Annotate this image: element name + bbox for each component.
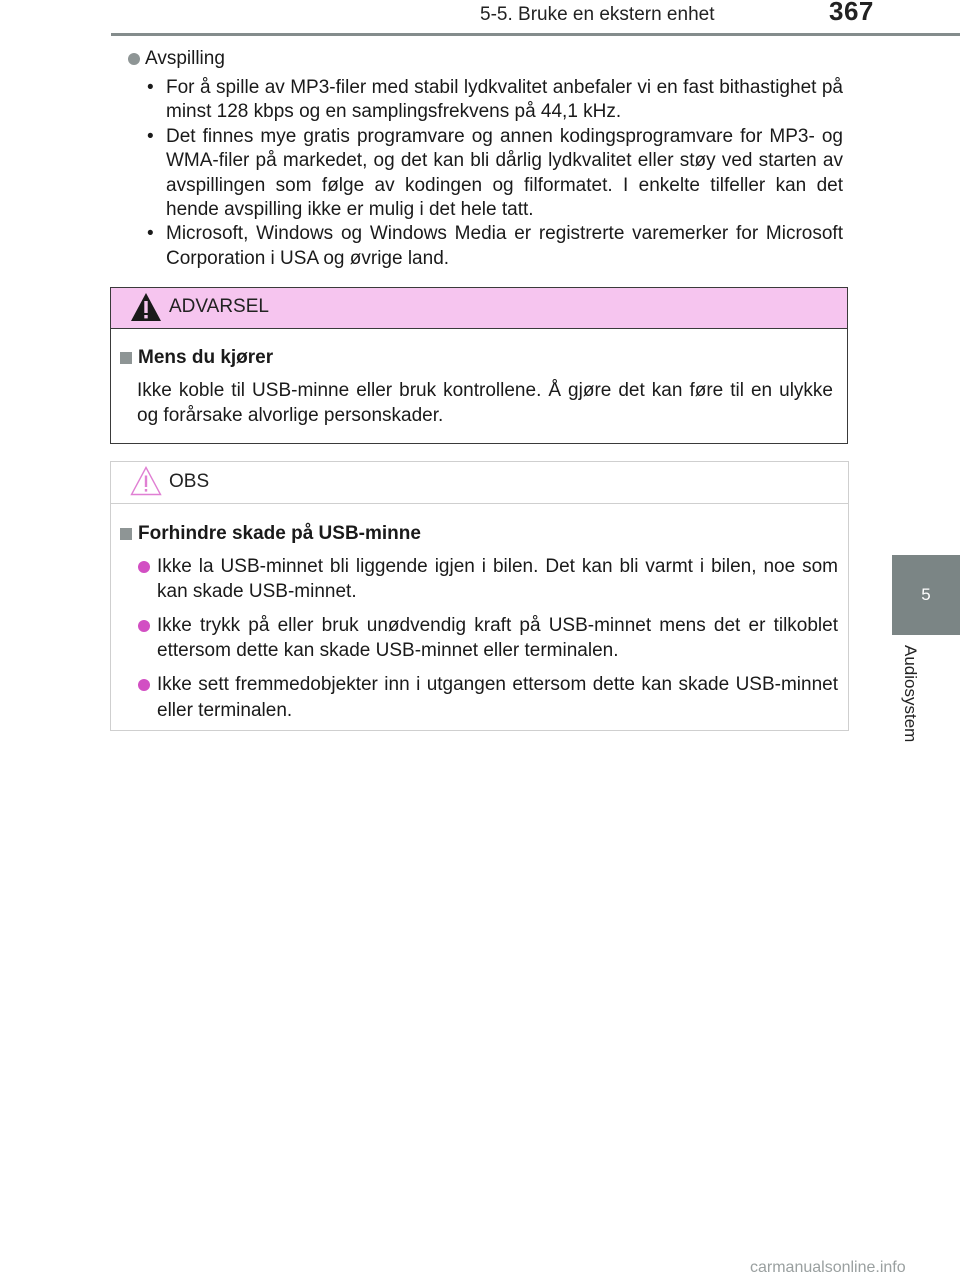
warning-header (111, 288, 847, 329)
bullet-dot-icon (138, 561, 150, 573)
bullet-dot-icon (138, 620, 150, 632)
square-bullet-icon (120, 352, 132, 364)
notice-subheading-row (120, 521, 838, 547)
list-item-text: Ikke sett fremmedobjekter inn i utgangen ettersom dette kan skade USB-minnet eller terminalen. (157, 673, 838, 721)
bullet-dot-icon (138, 679, 150, 691)
chapter-number: 5 (921, 585, 931, 604)
list-item (120, 613, 838, 664)
warning-triangle-icon (130, 292, 162, 322)
header-rule (111, 33, 960, 36)
caution-triangle-icon (130, 466, 162, 496)
playback-heading-row (128, 46, 843, 72)
list-item (128, 222, 843, 271)
warning-subheading-row (120, 345, 833, 371)
square-bullet-icon (120, 528, 132, 540)
list-item-text: For å spille av MP3-filer med stabil lydkvalitet anbefaler vi en fast bithastighet på minst 128 kbps og en samplingsfrekvens på 44,1 kHz. (166, 77, 843, 123)
playback-bullet-list (128, 76, 843, 271)
playback-section (128, 46, 843, 271)
bullet-icon: • (147, 223, 154, 245)
list-item (120, 672, 838, 723)
list-item (128, 125, 843, 223)
list-item-text: Det finnes mye gratis programvare og annen kodingsprogramvare for MP3- og WMA-filer på markedet, og det kan bli dårlig lydkvalitet eller støy ved starten av avspillingen som følge av kodingen og filformatet. I enkelte tilfeller kan det hende avspilling ikke er mulig i det hele tatt. (166, 125, 843, 221)
notice-subheading: Forhindre skade på USB-minne (138, 523, 421, 544)
list-item-text: Ikke trykk på eller bruk unødvendig kraft på USB-minnet mens det er tilkoblet ettersom dette kan skade USB-minnet eller terminalen. (157, 614, 838, 662)
warning-text: Ikke koble til USB-minne eller bruk kontrollene. Å gjøre det kan føre til en ulykke og forårsake alvorlige personskader. (137, 379, 833, 427)
notice-body (111, 504, 848, 723)
chapter-label: Audiosystem (901, 645, 920, 743)
warning-title: ADVARSEL (169, 296, 269, 317)
list-item (128, 76, 843, 125)
notice-header (111, 462, 848, 504)
bullet-icon: • (147, 77, 154, 98)
list-item-text: Microsoft, Windows og Windows Media er registrerte varemerker for Microsoft Corporation i USA og øvrige land. (166, 223, 843, 269)
section-title: 5-5. Bruke en ekstern enhet (480, 4, 715, 25)
notice-title: OBS (169, 471, 210, 492)
list-item (120, 554, 838, 605)
list-item-text: Ikke la USB-minnet bli liggende igjen i bilen. Det kan bli varmt i bilen, noe som kan skade USB-minnet. (157, 555, 838, 603)
playback-heading: Avspilling (145, 47, 225, 69)
watermark: carmanualsonline.info (750, 1259, 906, 1276)
page-number: 367 (829, 0, 874, 26)
notice-box (110, 461, 849, 731)
warning-body (111, 329, 847, 429)
warning-subheading: Mens du kjører (138, 347, 274, 368)
bullet-dot-icon (128, 53, 140, 65)
warning-box (110, 287, 848, 444)
bullet-icon: • (147, 125, 154, 147)
